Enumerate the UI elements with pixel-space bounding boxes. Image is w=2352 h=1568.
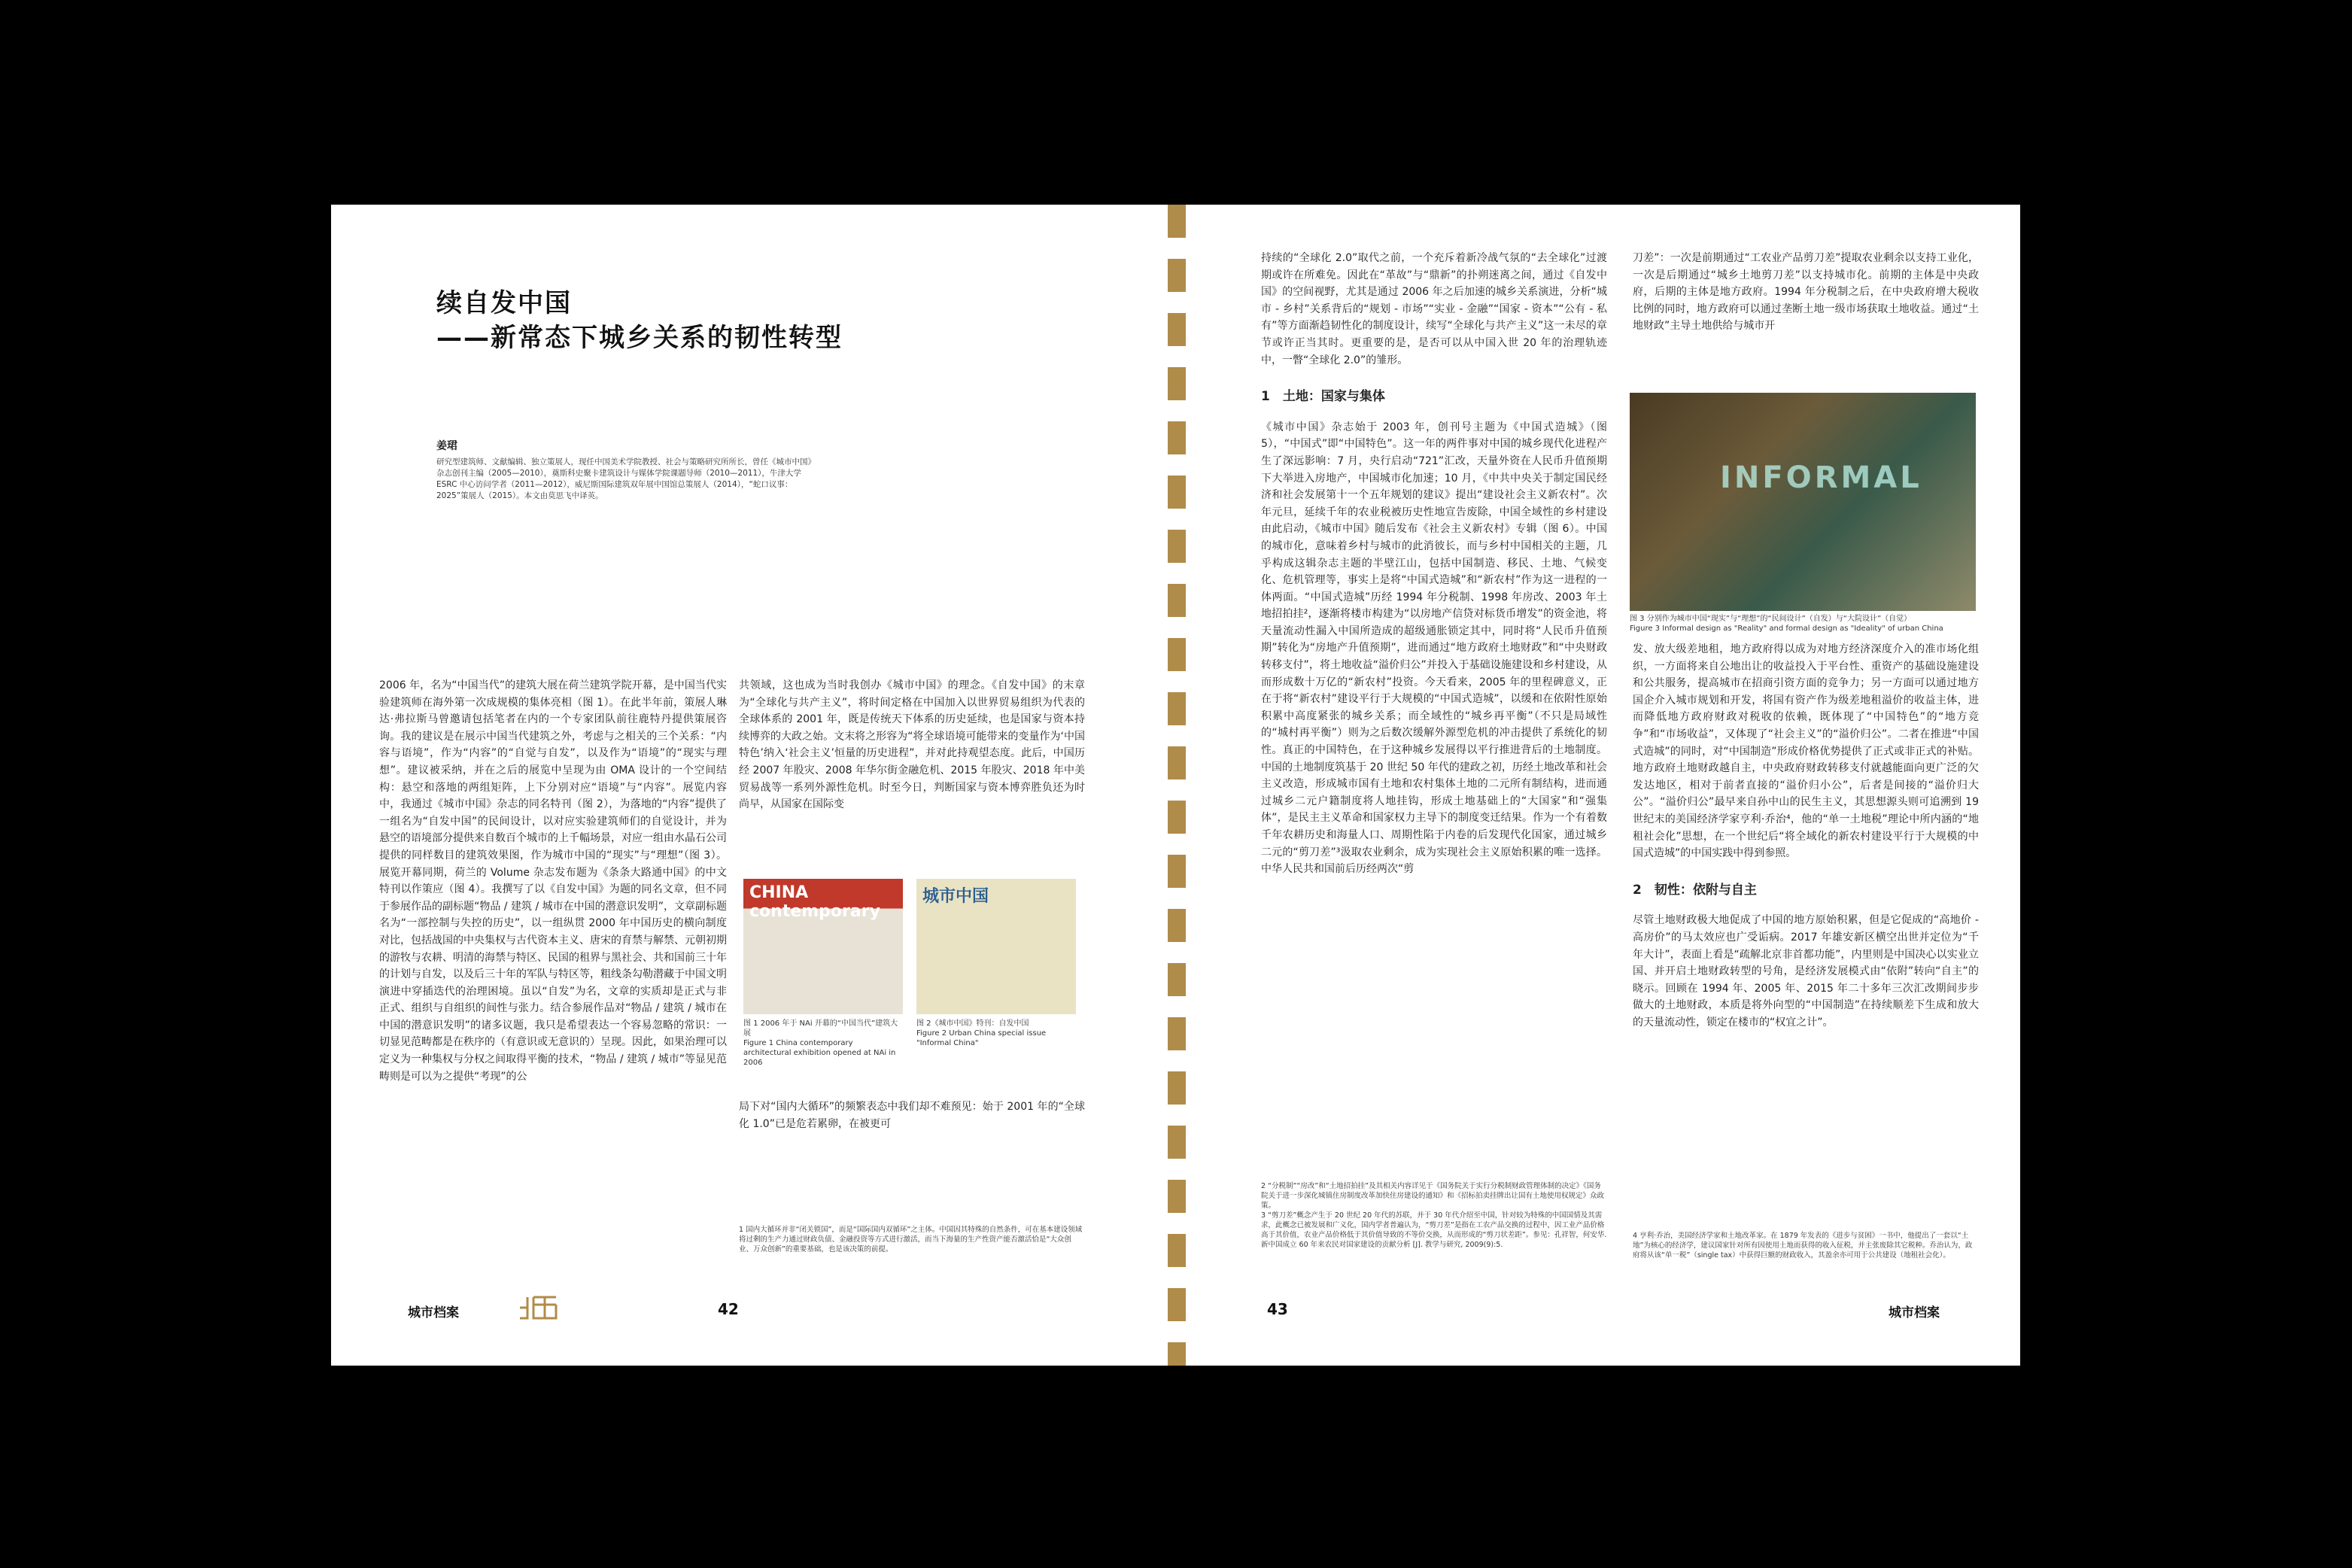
figure-3-caption: 图 3 分别作为城市中国“现实”与“理想”的“民间设计”（自发）与“大院设计”（自觉） Figure 3 Informal design as "Reality" and formal design as "Ideality" of urban China [1630,615,1943,633]
footnote: 4 亨利·乔治，美国经济学家和土地改革家。在 1879 年发表的《进步与贫困》一书中，他提出了一套以“土地”为核心的经济学，建议国家针对所有因使用土地而获得的收入征税，并主张废除其它税种。乔治认为，政府将从该“单一税”（single tax）中获得巨额的财政收入，其盈余亦可用于公共建设（地租社会化）。 [1633,1232,1973,1260]
author-name: 姜珺 [436,440,457,452]
body-text: 《城市中国》杂志始于 2003 年，创刊号主题为《中国式造城》（图 5），“中国式”即“中国特色”。这一年的两件事对中国的城乡现代化进程产生了深远影响：7 月，央行启动“721”汇改，天量外资在人民币升值预期下大举进入房地产，中国城市化加速；10 月，《中共中央关于制定国民经济和社会发展第十一个五年规划的建议》提出“建设社会主义新农村”。次年元旦，延续千年的农业税被历史性地宣告废除，中国全域性的乡村建设由此启动，《城市中国》随后发布《社会主义新农村》专辑（图 6）。中国的城市化，意味着乡村与城市的此消彼长，而与乡村中国相关的主题，几乎构成这辑杂志主题的半壁江山，包括中国制造、移民、土地、气候变化、危机管理等，事实上是将“中国式造城”和“新农村”作为这一进程的一体两面。“中国式造城”历经 1994 年分税制、1998 年房改、2003 年土地招拍挂²，逐渐将楼市构建为“以房地产信贷对标货币增发”的资金池，将天量流动性漏入中国所造成的超级通胀锁定其中，同时将“人民币升值预期”转化为“房地产升值预期”，进而通过“地方政府土地财政”和“中央财政转移支付”，将土地收益“溢价归公”并投入于基础设施建设和乡村建设，从而形成数十万亿的“新农村”投资。今天看来，2005 年的里程碑意义，正在于将“新农村”建设平行于大规模的“中国式造城”，以缓和在依附性原始积累中高度紧张的城乡关系；而全域性的“城乡再平衡”（不只是局域性的“城村再平衡”）则为之后数次缓解外源型危机的冲击提供了系统化的韧性。真正的中国特色，在于这种城乡发展得以平行推进背后的土地制度。中国的土地制度筑基于 20 世纪 50 年代的建政之初，历经土地改革和社会主义改造，形成城市国有土地和农村集体土地的二元所有制结构，进而通过城乡二元户籍制度将人地挂钩，形成土地基础上的“大国家”和“强集体”，是民主主义革命和国家权力主导下的制度变迁结果。作为一个有着数千年农耕历史和海量人口、周期性陷于内卷的后发现代化国家，通过城乡二元的“剪刀差”³汲取农业剩余，成为实现社会主义原始积累的唯一选择。中华人民共和国前后历经两次“剪 [1261,421,1607,876]
body-text: 局下对“国内大循环”的频繁表态中我们却不难预见：始于 2001 年的“全球化 1.0”已是危若累卵，在被更可 [739,1101,1085,1130]
right-column-2-top [1633,250,1979,333]
figure-2-label: 城市中国 [922,887,989,906]
figure-2-image [916,879,1076,1014]
left-page [331,205,1177,1366]
logo-icon [517,1293,561,1323]
left-column-1 [379,677,727,1302]
figure-3-label: INFORMAL [1720,460,1922,495]
figure-2-caption: 图 2《城市中国》特刊：自发中国 Figure 2 Urban China special issue "Informal China" [916,1020,1047,1047]
magazine-name: 城市档案 [408,1305,459,1320]
body-text: 共领域，这也成为当时我创办《城市中国》的理念。《自发中国》的末章为“全球化与共产主义”，将时间定格在中国加入以世界贸易组织为代表的全球体系的 2001 年，既是传统天下体系的历史延续，也是国家与资本持续博弈的大政之始。文末将之形容为“将全球语境可能带来的变量作为‘中国特色’纳入‘社会主义’恒量的历史进程”，并对此持观望态度。此后，中国历经 2007 年股灾、2008 年华尔街金融危机、2015 年股灾、2018 年中美贸易战等一系列外源性危机。时至今日，判断国家与资本博弈胜负还为时尚早，从国家在国际变 [739,679,1085,811]
body-text: 刀差”：一次是前期通过“工农业产品剪刀差”提取农业剩余以支持工业化，一次是后期通过“城乡土地剪刀差”以支持城市化。前期的主体是中央政府，后期的主体是地方政府。1994 年分税制之后，在中央政府增大税收比例的同时，地方政府可以通过垄断土地一级市场获取土地收益。通过“土地财政”主导土地供给与城市开 [1633,252,1979,333]
right-column-2-bottom [1633,641,1979,1032]
figure-1-image [743,879,903,1014]
figure-1-caption: 图 1 2006 年于 NAi 开幕的“中国当代”建筑大展 Figure 1 China contemporary architectural exhibition opened at NAi in 2006 [743,1020,898,1067]
section-heading-2: 2 韧性：依附与自主 [1633,882,1757,898]
title-line-2: ——新常态下城乡关系的韧性转型 [436,323,843,353]
magazine-name: 城市档案 [1889,1305,1940,1320]
body-text: 持续的“全球化 2.0”取代之前，一个充斥着新冷战气氛的“去全球化”过渡期或许在所难免。因此在“革故”与“鼎新”的扑朔迷离之间，通过《自发中国》的空间视野，尤其是通过 2006 年之后加速的城乡关系演进，分析“城市 - 乡村”关系背后的“规划 - 市场”“实业 - 金融”“国家 - 资本”“公有 - 私有”等方面渐趋韧性化的制度设计，续写“全球化与共产主义”这一未尽的章节或许正当其时。更重要的是，是否可以从中国入世 20 年的治理轨迹中，一瞥“全球化 2.0”的雏形。 [1261,252,1607,366]
title-line-1: 续自发中国 [436,288,572,318]
body-text: 2006 年，名为“中国当代”的建筑大展在荷兰建筑学院开幕，是中国当代实验建筑师在海外第一次成规模的集体亮相（图 1）。在此半年前，策展人琳达·弗拉斯马曾邀请包括笔者在内的一个专家团队前往鹿特丹提供策展咨询。我的建议是在展示中国当代建筑之外，考虑与之相关的三个关系：“内容与语境”，作为“内容”的“自觉与自发”，以及作为“语境”的“现实与理想”。建议被采纳，并在之后的展览中呈现为由 OMA 设计的一个空间结构：悬空和落地的两组矩阵，上下分别对应“语境”与“内容”。展览内容中，我通过《城市中国》杂志的同名特刊（图 2），为落地的“内容”提供了一组名为“自发中国”的民间设计，以对应实验建筑师们的自觉设计，并为悬空的语境部分提供来自数百个城市的上千幅场景，对应一组由水晶石公司提供的同样数目的建筑效果图，作为城市中国的“现实”与“理想”（图 3）。展览开幕同期，荷兰的 Volume 杂志发布题为《条条大路通中国》的中文特刊以作策应（图 4）。我撰写了以《自发中国》为题的同名文章，但不同于参展作品的副标题“物品 / 建筑 / 城市在中国的潜意识发明”，文章副标题名为“一部控制与失控的历史”，以一组纵贯 2000 年中国历史的横向制度对比，包括战国的中央集权与古代资本主义、唐宋的育禁与解禁、元朝初期的游牧与农耕、明清的海禁与特区、民国的租界与黑社会、共和国前三十年的计划与自发，以及后三十年的军队与特区等，粗线条勾勒潜藏于中国文明演进中穿插迭代的治理困境。虽以“自发”为名，文章的实质却是正式与非正式、组织与自组织的间性与张力。结合参展作品对“物品 / 建筑 / 城市在中国的潜意识发明”的诸多议题，我只是希望表达一个容易忽略的常识：一切显见范畴都是在秩序的（有意识或无意识的）呈现。因此，如果治理可以定义为一种集权与分权之间取得平衡的技术，“物品 / 建筑 / 城市”等显见范畴则是可以为之提供“考现”的公 [379,679,727,1083]
page-number: 43 [1267,1300,1288,1318]
body-text: 发、放大级差地租，地方政府得以成为对地方经济深度介入的准市场化组织，一方面将来自公地出让的收益投入于平台性、重资产的基础设施建设和公共服务，提高城市在招商引资方面的竞争力；另一方面可以通过地方国企介入城市规划和开发，将国有资产作为级差地租溢价的收益主体，进而降低地方政府财政对税收的依赖，既体现了“中国特色”的“地方竞争”和“市场收益”，又体现了“社会主义”的“溢价归公”。二者在推进“中国式造城”的同时，对“中国制造”形成价格优势提供了正式或非正式的补贴。地方政府土地财政越自主，中央政府财政转移支付就越能面向更广泛的欠发达地区，相对于前者直接的“溢价归小公”，后者是间接的“溢价归大公”。“溢价归公”最早来自孙中山的民生主义，其思想源头则可追溯到 19 世纪末的美国经济学家亨利·乔治⁴，他的“单一土地税”理论中所内涵的“地租社会化”思想，在一个世纪后“将全域化的新农村建设平行于大规模的中国式造城”的中国实践中得到参照。 [1633,643,1979,860]
author-bio: 研究型建筑师、文献编辑、独立策展人，现任中国美术学院教授、社会与策略研究所所长，曾任《城市中国》杂志创刊主编（2005—2010），奠斯科史聚卡建筑设计与媒体学院课题导师（2010—2011），牛津大学 ESRC 中心访问学者（2011—2012），威尼斯国际建筑双年展中国馆总策展人（2014），“蛇口议事：2025”策展人（2015）。本文由莫思飞中译英。 [436,457,812,500]
figure-3-image [1630,393,1976,611]
section-heading-1: 1 土地：国家与集体 [1261,389,1385,405]
body-text: 尽管土地财政极大地促成了中国的地方原始积累，但是它促成的“高地价 - 高房价”的马太效应也广受诟病。2017 年雄安新区横空出世并定位为“千年大计”，表面上看是“疏解北京非首都功能”，内里则是中国决心以实业立国、并开启土地财政转型的号角，是经济发展模式由“依附”转向“自主”的晓示。回顾在 1994 年、2005 年、2015 年二十多年三次汇改期间步步做大的土地财政，本质是将外向型的“中国制造”在持续顺差下生成和放大的天量流动性，锁定在楼市的“权宜之计”。 [1633,914,1979,1029]
right-page [1186,205,2020,1366]
left-column-2-top [739,677,1085,813]
footnote: 1 国内大循环并非“闭关锁国”，而是“国际国内双循环”之主体。中国因其特殊的自然条件，可在基本建设领域将过剩的生产力通过财政负债、金融投资等方式进行激活，而当下海量的生产性资产能否激活恰是“大众创业、万众创新”的重要基础，也是该决策的前提。 [739,1226,1083,1253]
right-column-1 [1261,250,1607,1032]
left-column-2-bottom [739,1099,1085,1151]
footnote: 2 “分税制”“房改”和“土地招拍挂”及其相关内容详见于《国务院关于实行分税制财政管理体制的决定》《国务院关于进一步深化城镇住房制度改革加快住房建设的通知》和《招标拍卖挂牌出让国有土地使用权规定》众政策。 3 “剪刀差”概念产生于 20 世纪 20 年代的苏联，并于 30 年代介绍至中国，针对较为特殊的中国国情及其需求，此概念已被发展和广义化，国内学者普遍认为，“剪刀差”是指在工农产品交换的过程中，因工业产品价格高于其价值，农业产品价格低于其价值导致的不等价交换，从而形成的“剪刀状差距”。参见：孔祥智，何安华. 新中国成立 60 年来农民对国家建设的贡献分析 [J]. 教学与研究, 2009(9):5. [1261,1182,1607,1249]
article-title [436,286,843,355]
page-number: 42 [718,1300,739,1318]
figure-1-label: CHINA contemporary [749,883,880,921]
